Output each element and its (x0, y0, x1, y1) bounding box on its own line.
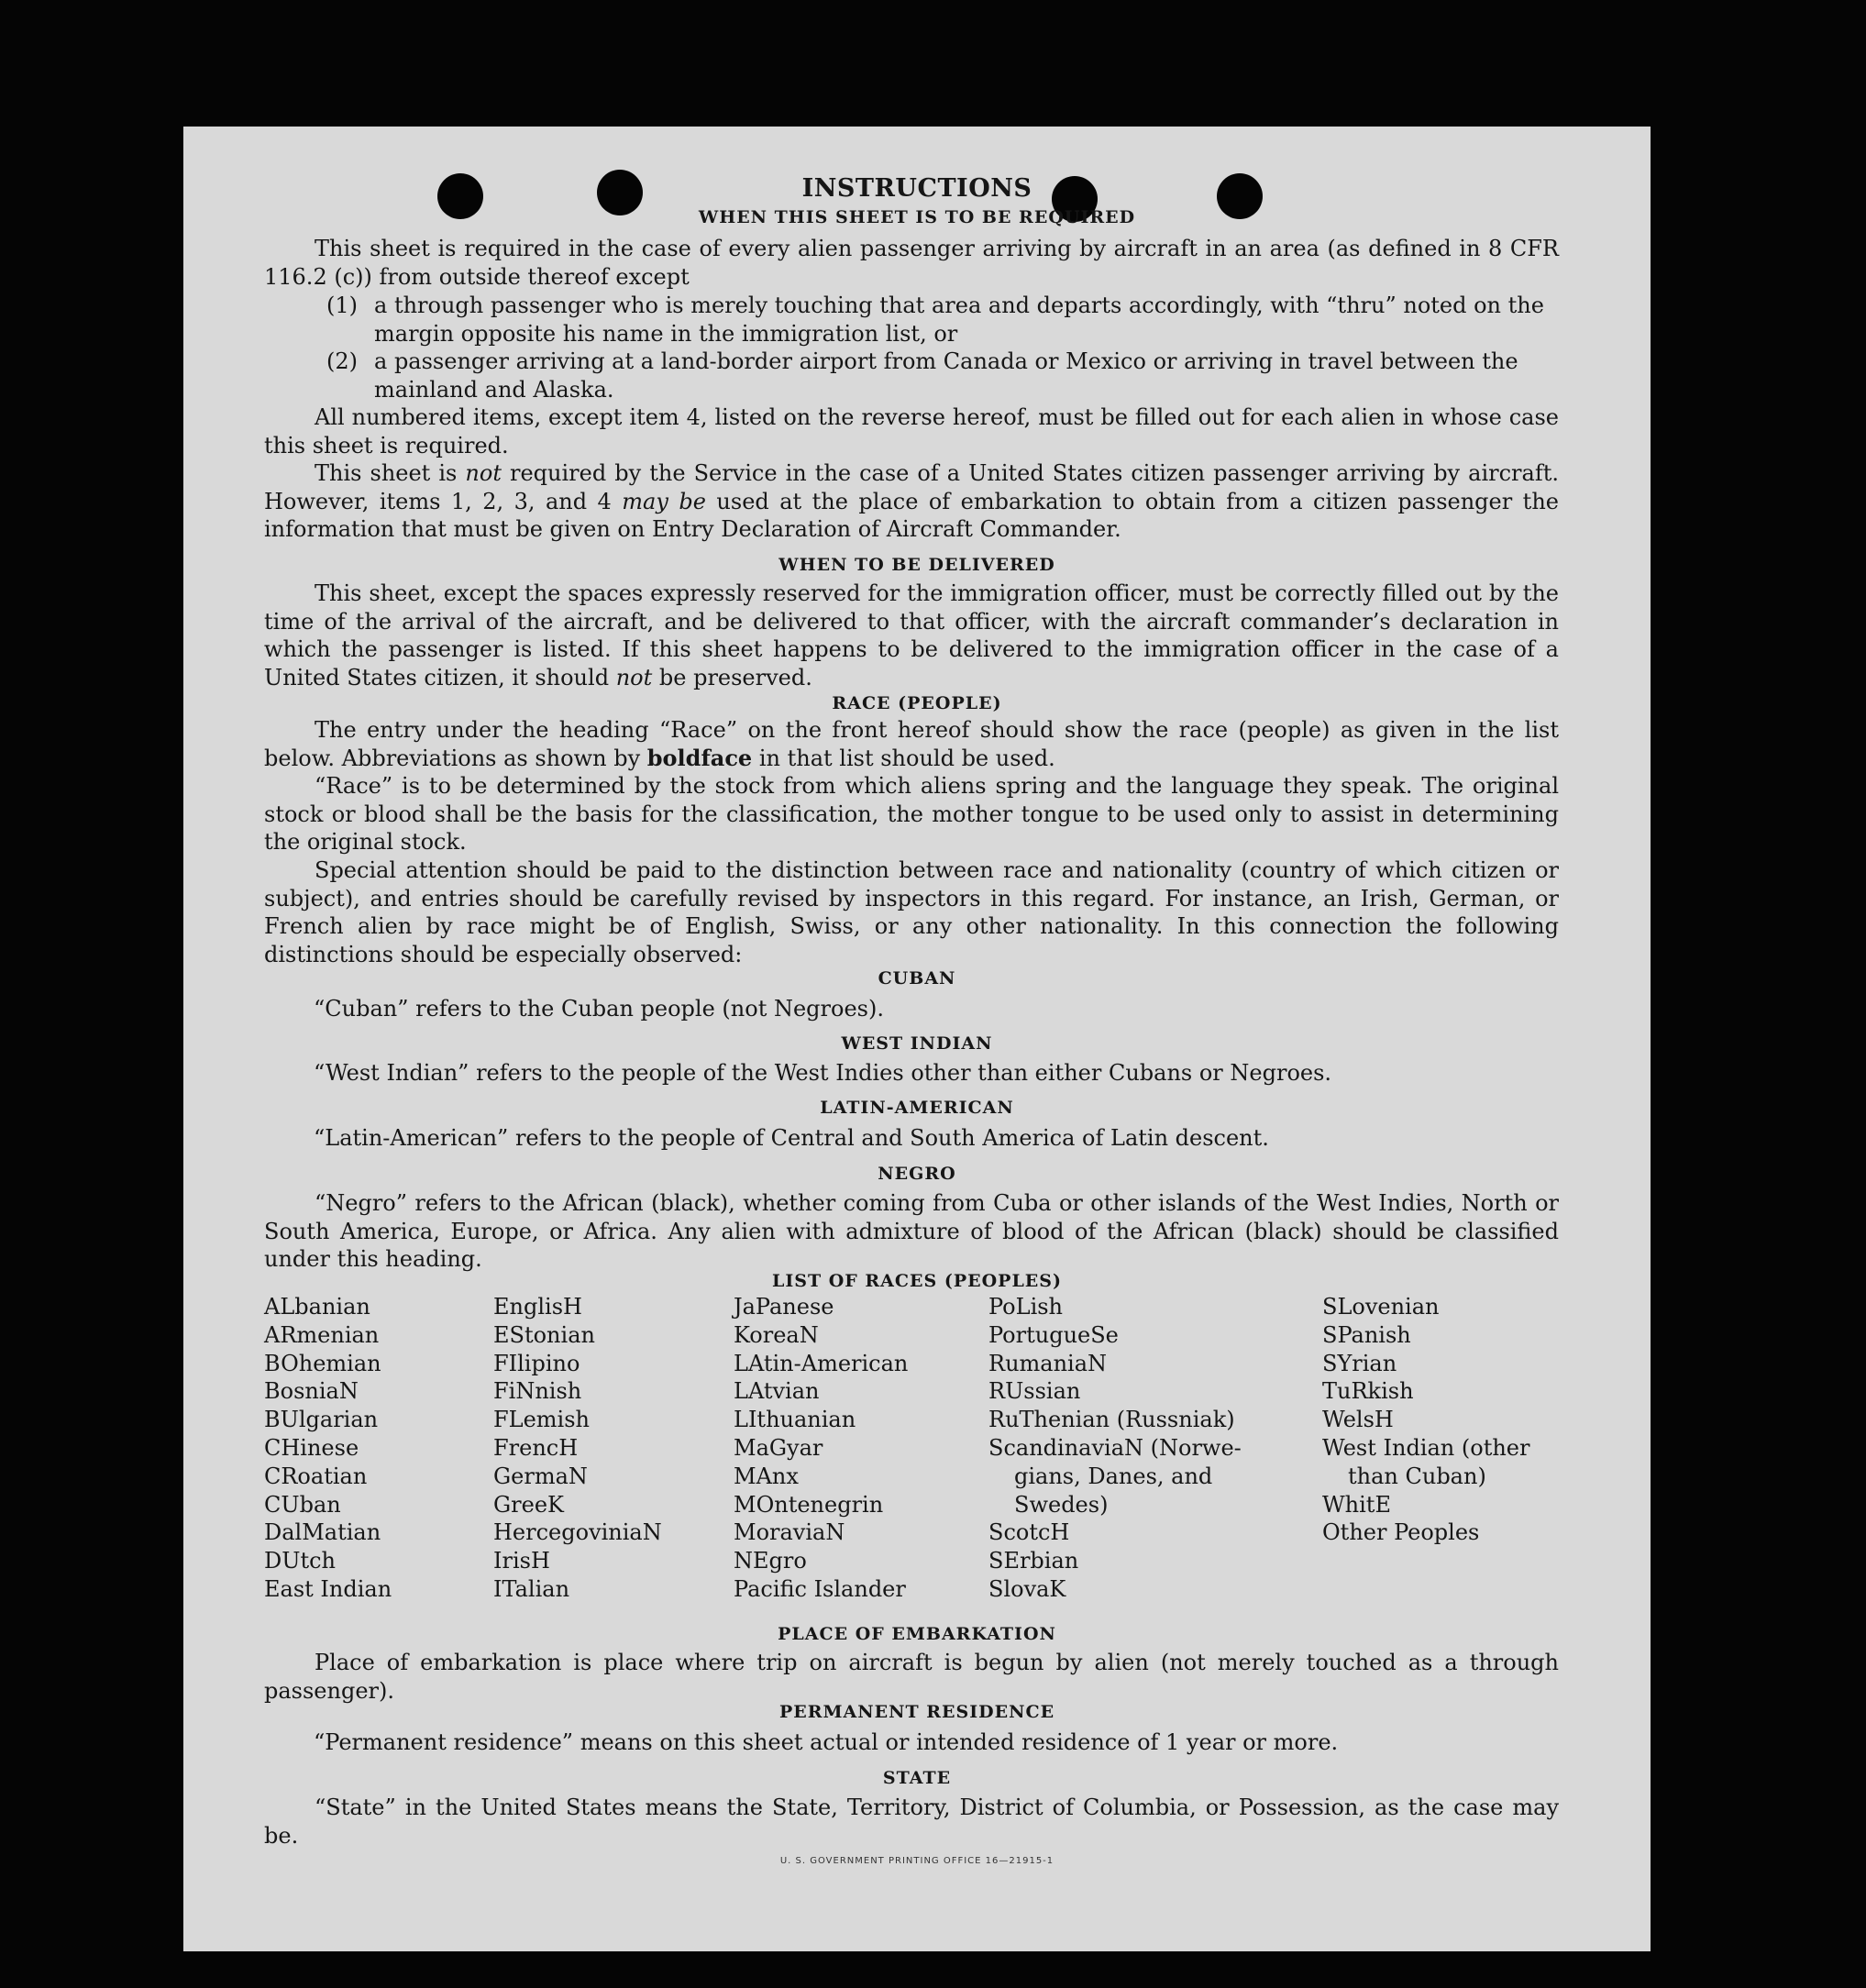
race-entry: MAnx (734, 1463, 799, 1489)
numbered-items-paragraph: All numbered items, except item 4, listed on the reverse hereof, must be filled out for each alien in whose case this sheet is required. (264, 404, 1559, 458)
race-entry: PortugueSe (988, 1321, 1119, 1348)
instruction-sheet (183, 127, 1651, 1951)
race-entry: ScotcH (988, 1519, 1070, 1546)
race-entry: MoraviaN (734, 1519, 845, 1546)
race-entry: LAtvian (734, 1378, 820, 1405)
race-text-a: The entry under the heading “Race” on the front hereof should show the race (people) as given in the list below. Abbreviations as shown by (264, 717, 1559, 771)
race-column-2 (493, 1293, 662, 1604)
race-entry: gians, Danes, and (1014, 1463, 1213, 1489)
race-entry: BUlgarian (264, 1407, 379, 1433)
citizen-paragraph (264, 459, 1559, 544)
heading-negro: NEGRO (878, 1164, 956, 1184)
race-entry: SYrian (1322, 1350, 1397, 1376)
race-entry: than Cuban) (1348, 1463, 1486, 1489)
state-text: “State” in the United States means the State, Territory, District of Columbia, or Possession, as the case may be. (264, 1795, 1559, 1849)
race-entry: FiNnish (493, 1378, 582, 1405)
permanent-residence-text: “Permanent residence” means on this sheet actual or intended residence of 1 year or more. (314, 1729, 1339, 1755)
heading-when-required: WHEN THIS SHEET IS TO BE REQUIRED (698, 207, 1136, 227)
race-entry: TuRkish (1322, 1378, 1414, 1405)
race-entry: PoLish (988, 1294, 1064, 1320)
race-entry: DalMatian (264, 1519, 381, 1546)
heading-state: STATE (882, 1768, 952, 1788)
race-entry: KoreaN (734, 1321, 819, 1348)
race-entry: SErbian (988, 1548, 1079, 1574)
delivered-text-not: not (615, 664, 653, 690)
race-entry: RuThenian (Russniak) (988, 1407, 1235, 1433)
race-entry: RumaniaN (988, 1350, 1108, 1376)
when-required-intro: This sheet is required in the case of every alien passenger arriving by aircraft in an area (as defined in 8 CFR 116.2 (c)) from outside thereof except (264, 236, 1559, 290)
race-entry: FIlipino (493, 1350, 580, 1376)
citizen-text-maybe: may be (622, 488, 706, 514)
exception-item-1 (326, 292, 1559, 348)
race-column-5 (1322, 1293, 1529, 1547)
exception-item-2 (326, 348, 1559, 403)
heading-when-delivered: WHEN TO BE DELIVERED (778, 555, 1055, 575)
race-entry: ALbanian (264, 1294, 370, 1320)
race-entry: WelsH (1322, 1407, 1394, 1433)
cuban-text: “Cuban” refers to the Cuban people (not Negroes). (314, 996, 884, 1022)
race-entry: FLemish (493, 1407, 590, 1433)
race-entry: LIthuanian (734, 1407, 856, 1433)
when-delivered-paragraph (264, 580, 1559, 691)
race-entry: EStonian (493, 1321, 595, 1348)
race-entry: LAtin-American (734, 1350, 909, 1376)
race-entry: BOhemian (264, 1350, 381, 1376)
race-entry: West Indian (other (1322, 1434, 1530, 1461)
exception-text-2: a passenger arriving at a land-border airport from Canada or Mexico or arriving in travel between the mainland and Alaska. (374, 348, 1518, 403)
heading-list-of-races: LIST OF RACES (PEOPLES) (772, 1271, 1062, 1291)
page-title: INSTRUCTIONS (801, 174, 1032, 203)
race-entry: East Indian (264, 1575, 392, 1602)
exception-number-2: (2) (326, 348, 358, 374)
race-text-b: in that list should be used. (752, 745, 1055, 771)
delivered-text-b: be preserved. (652, 664, 812, 690)
race-entry: Other Peoples (1322, 1519, 1480, 1546)
race-entry: ScandinaviaN (Norwe- (988, 1434, 1242, 1461)
race-column-1 (264, 1293, 392, 1604)
printing-office-footer: U. S. GOVERNMENT PRINTING OFFICE 16—21915-1 (779, 1856, 1054, 1866)
race-entry: CHinese (264, 1434, 359, 1461)
race-entry: Pacific Islander (734, 1575, 906, 1602)
race-entry: GreeK (493, 1491, 564, 1518)
citizen-text-b: required by the Service in the case of a United States citizen passenger arriving by aircraft. However, items 1, 2, 3, and 4 (264, 460, 1559, 514)
race-entry: GermaN (493, 1463, 588, 1489)
heading-west-indian: WEST INDIAN (841, 1033, 993, 1054)
race-paragraph-1 (264, 716, 1559, 772)
citizen-text-a: This sheet is (315, 460, 466, 486)
race-column-4 (988, 1293, 1242, 1604)
west-indian-text: “West Indian” refers to the people of the West Indies other than either Cubans or Negroes. (314, 1060, 1332, 1086)
delivered-text-a: This sheet, except the spaces expressly reserved for the immigration officer, must be correctly filled out by the time of the arrival of the aircraft, and be delivered to that officer, with the aircraft commander’s declaration in which the passenger is listed. If this sheet happens to be delivered to the immigration officer in the case of a United States citizen, it should (264, 580, 1559, 690)
race-paragraph-3: Special attention should be paid to the distinction between race and nationality (country of which citizen or subject), and entries should be carefully revised by inspectors in this regard. For instance, an Irish, German, or French alien by race might be of English, Swiss, or any other nationality. In this connection the following distinctions should be especially observed: (264, 857, 1559, 967)
race-entry: ITalian (493, 1575, 570, 1602)
heading-permanent-residence: PERMANENT RESIDENCE (778, 1702, 1055, 1722)
race-entry: SlovaK (988, 1575, 1066, 1602)
race-entry: RUssian (988, 1378, 1081, 1405)
exception-text-1: a through passenger who is merely touching that area and departs accordingly, with “thru” noted on the margin opposite his name in the immigration list, or (374, 293, 1544, 347)
race-entry: MOntenegrin (734, 1491, 884, 1518)
heading-cuban: CUBAN (878, 968, 956, 988)
heading-race: RACE (PEOPLE) (832, 693, 1002, 713)
race-entry: DUtch (264, 1548, 337, 1574)
race-text-bold: boldface (646, 744, 753, 771)
race-entry: BosniaN (264, 1378, 359, 1405)
race-entry: MaGyar (734, 1434, 823, 1461)
race-column-3 (734, 1293, 908, 1604)
race-entry: HercegoviniaN (493, 1519, 662, 1546)
race-entry: EnglisH (493, 1294, 582, 1320)
race-entry: SLovenian (1322, 1294, 1440, 1320)
race-paragraph-2: “Race” is to be determined by the stock from which aliens spring and the language they speak. The original stock or blood shall be the basis for the classification, the mother tongue to be used only to assist in determining the original stock. (264, 773, 1559, 855)
race-entry: Swedes) (1014, 1491, 1109, 1518)
race-entry: FrencH (493, 1434, 579, 1461)
citizen-text-not: not (465, 460, 502, 486)
place-of-embarkation-text: Place of embarkation is place where trip on aircraft is begun by alien (not merely touched as a through passenger). (264, 1650, 1559, 1704)
race-entry: CUban (264, 1491, 341, 1518)
race-entry: CRoatian (264, 1463, 368, 1489)
race-entry: NEgro (734, 1548, 807, 1574)
heading-place-of-embarkation: PLACE OF EMBARKATION (778, 1624, 1056, 1644)
citizen-text-c: used at the place of embarkation to obtain from a citizen passenger the information that must be given on Entry Declaration of Aircraft Commander. (264, 488, 1559, 542)
race-entry: ARmenian (264, 1321, 380, 1348)
race-entry: IrisH (493, 1548, 550, 1574)
race-entry: JaPanese (734, 1294, 834, 1320)
latin-american-text: “Latin-American” refers to the people of Central and South America of Latin descent. (314, 1125, 1269, 1151)
race-entry: WhitE (1322, 1491, 1391, 1518)
heading-latin-american: LATIN-AMERICAN (820, 1098, 1014, 1118)
exception-number-1: (1) (326, 293, 358, 318)
race-entry: SPanish (1322, 1321, 1411, 1348)
negro-paragraph: “Negro” refers to the African (black), whether coming from Cuba or other islands of the West Indies, North or South America, Europe, or Africa. Any alien with admixture of blood of the African (black) should be classified under this heading. (264, 1190, 1559, 1272)
